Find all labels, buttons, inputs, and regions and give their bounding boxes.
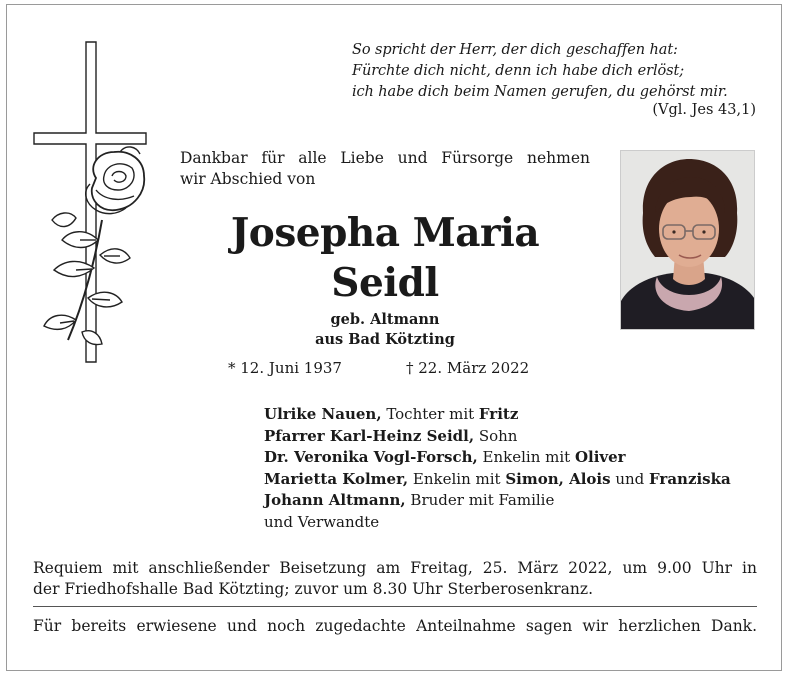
mourner-relation: und Verwandte (264, 512, 380, 531)
mourner-name: Marietta Kolmer, (264, 469, 409, 488)
verse-line-3: ich habe dich beim Namen gerufen, du gehörst mir. (352, 84, 728, 100)
mourner-name: Johann Altmann, (264, 491, 406, 509)
mourner-relation: und (610, 469, 650, 488)
portrait-illustration (621, 151, 755, 330)
surname: Seidl (331, 260, 439, 306)
mourner-relation: Enkelin mit (477, 448, 575, 466)
birth-info (180, 310, 590, 350)
cross-with-rose-icon (30, 40, 150, 370)
deceased-name (180, 208, 590, 308)
death-date: † 22. März 2022 (406, 359, 530, 377)
mourner-name: Franziska (649, 469, 731, 488)
verse-line-1: So spricht der Herr, der dich geschaffen hat: (352, 42, 678, 58)
mourner-name: Ulrike Nauen, (264, 405, 382, 423)
mourner-name: Fritz (478, 405, 519, 423)
portrait-photo (620, 150, 755, 330)
mourner-row (264, 404, 764, 426)
mourner-name: Pfarrer Karl-Heinz Seidl, (264, 426, 475, 445)
first-names: Josepha Maria (230, 210, 540, 256)
mourner-row (264, 469, 764, 491)
mourner-row (264, 512, 764, 534)
mourner-relation: Enkelin mit (408, 469, 506, 488)
mourner-name: Simon, Alois (505, 469, 611, 488)
mourner-row (264, 447, 764, 469)
mourner-row (264, 426, 764, 448)
bible-verse (352, 40, 756, 103)
mourner-relation: Tochter mit (381, 405, 479, 423)
maiden-name: geb. Altmann (330, 311, 440, 328)
origin: aus Bad Kötzting (315, 331, 455, 348)
requiem-line-2: der Friedhofshalle Bad Kötzting; zuvor um 8.30 Uhr Sterberosenkranz. (33, 580, 593, 598)
mourner-relation: Sohn (474, 426, 518, 445)
verse-line-2: Fürchte dich nicht, denn ich habe dich erlöst; (352, 63, 685, 79)
verse-reference: (Vgl. Jes 43,1) (652, 102, 756, 118)
thanks-text: Für bereits erwiesene und noch zugedachte Anteilnahme sagen wir herzlichen Dank. (33, 617, 757, 635)
mourner-row (264, 490, 764, 512)
mourner-relation: Bruder mit Familie (405, 491, 555, 509)
intro-text (180, 148, 590, 190)
requiem-notice (33, 558, 757, 600)
requiem-line-1: Requiem mit anschließender Beisetzung am Freitag, 25. März 2022, um 9.00 Uhr in (33, 559, 757, 577)
mourner-name: Dr. Veronika Vogl-Forsch, (264, 448, 478, 466)
mourners-list (264, 404, 764, 533)
intro-line-2: wir Abschied von (180, 170, 316, 188)
birth-date: * 12. Juni 1937 (228, 359, 342, 377)
mourner-name: Oliver (574, 448, 626, 466)
divider (33, 606, 757, 607)
intro-line-1: Dankbar für alle Liebe und Fürsorge nehmen (180, 149, 590, 167)
